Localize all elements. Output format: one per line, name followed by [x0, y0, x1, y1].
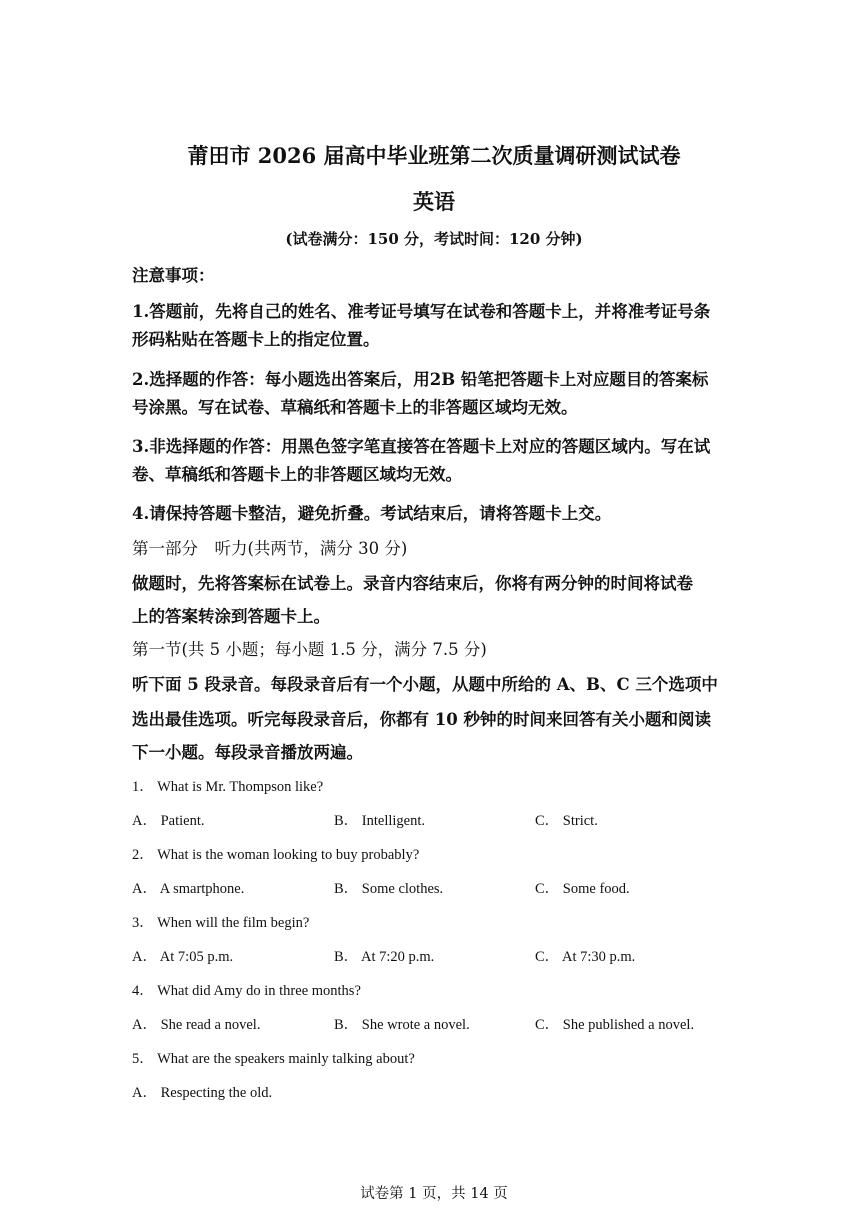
- section1-instruction-line-1: 听下面 5 段录音。每段录音后有一个小题，从题中所给的 A、B、C 三个选项中: [132, 675, 718, 694]
- question-4-option-a: A． She read a novel.: [132, 1017, 261, 1033]
- page-footer: 试卷第 1 页，共 14 页: [360, 1186, 508, 1202]
- notice-item-4: 4.请保持答题卡整洁，避免折叠。考试结束后，请将答题卡上交。: [132, 504, 612, 523]
- part1-heading: 第一部分 听力(共两节，满分 30 分): [132, 539, 408, 558]
- question-1-option-a: A． Patient.: [132, 813, 205, 829]
- section1-instruction-line-3: 下一小题。每段录音播放两遍。: [132, 743, 363, 762]
- question-3-stem: 3． When will the film begin?: [132, 915, 310, 931]
- part1-instruction-line-2: 上的答案转涂到答题卡上。: [132, 607, 330, 626]
- section1-heading: 第一节(共 5 小题；每小题 1.5 分，满分 7.5 分): [132, 640, 487, 659]
- question-3-option-b: B． At 7:20 p.m.: [334, 949, 435, 965]
- part1-instruction-line-1: 做题时，先将答案标在试卷上。录音内容结束后，你将有两分钟的时间将试卷: [132, 574, 693, 593]
- question-1-option-b: B． Intelligent.: [334, 813, 426, 829]
- notice-heading: 注意事项：: [132, 266, 215, 285]
- notice-item-3-line-1: 3.非选择题的作答：用黑色签字笔直接答在答题卡上对应的答题区域内。写在试: [132, 437, 711, 456]
- question-2-option-c: C． Some food.: [535, 881, 630, 897]
- section1-instruction-line-2: 选出最佳选项。听完每段录音后，你都有 10 秒钟的时间来回答有关小题和阅读: [132, 710, 711, 729]
- notice-item-1-line-2: 形码粘贴在答题卡上的指定位置。: [132, 330, 380, 349]
- question-2-option-b: B． Some clothes.: [334, 881, 444, 897]
- notice-item-1-line-1: 1.答题前，先将自己的姓名、准考证号填写在试卷和答题卡上，并将准考证号条: [132, 302, 711, 321]
- subject-title: 英语: [413, 189, 455, 214]
- notice-item-2-line-1: 2.选择题的作答：每小题选出答案后，用2B 铅笔把答题卡上对应题目的答案标: [132, 370, 709, 389]
- question-5-stem: 5． What are the speakers mainly talking about?: [132, 1051, 415, 1067]
- exam-title: 莆田市 2026 届高中毕业班第二次质量调研测试试卷: [187, 143, 681, 168]
- question-3-option-a: A． At 7:05 p.m.: [132, 949, 234, 965]
- notice-item-2-line-2: 号涂黑。写在试卷、草稿纸和答题卡上的非答题区域均无效。: [132, 398, 578, 417]
- question-2-option-a: A． A smartphone.: [132, 881, 245, 897]
- question-5-option-a: A． Respecting the old.: [132, 1085, 273, 1101]
- question-1-option-c: C． Strict.: [535, 813, 598, 829]
- question-2-stem: 2． What is the woman looking to buy probably?: [132, 847, 420, 863]
- question-4-option-b: B． She wrote a novel.: [334, 1017, 470, 1033]
- exam-info: (试卷满分：150 分，考试时间：120 分钟): [285, 230, 583, 248]
- question-1-stem: 1． What is Mr. Thompson like?: [132, 779, 324, 795]
- question-3-option-c: C． At 7:30 p.m.: [535, 949, 636, 965]
- question-4-stem: 4． What did Amy do in three months?: [132, 983, 361, 999]
- notice-item-3-line-2: 卷、草稿纸和答题卡上的非答题区域均无效。: [132, 465, 462, 484]
- question-4-option-c: C． She published a novel.: [535, 1017, 695, 1033]
